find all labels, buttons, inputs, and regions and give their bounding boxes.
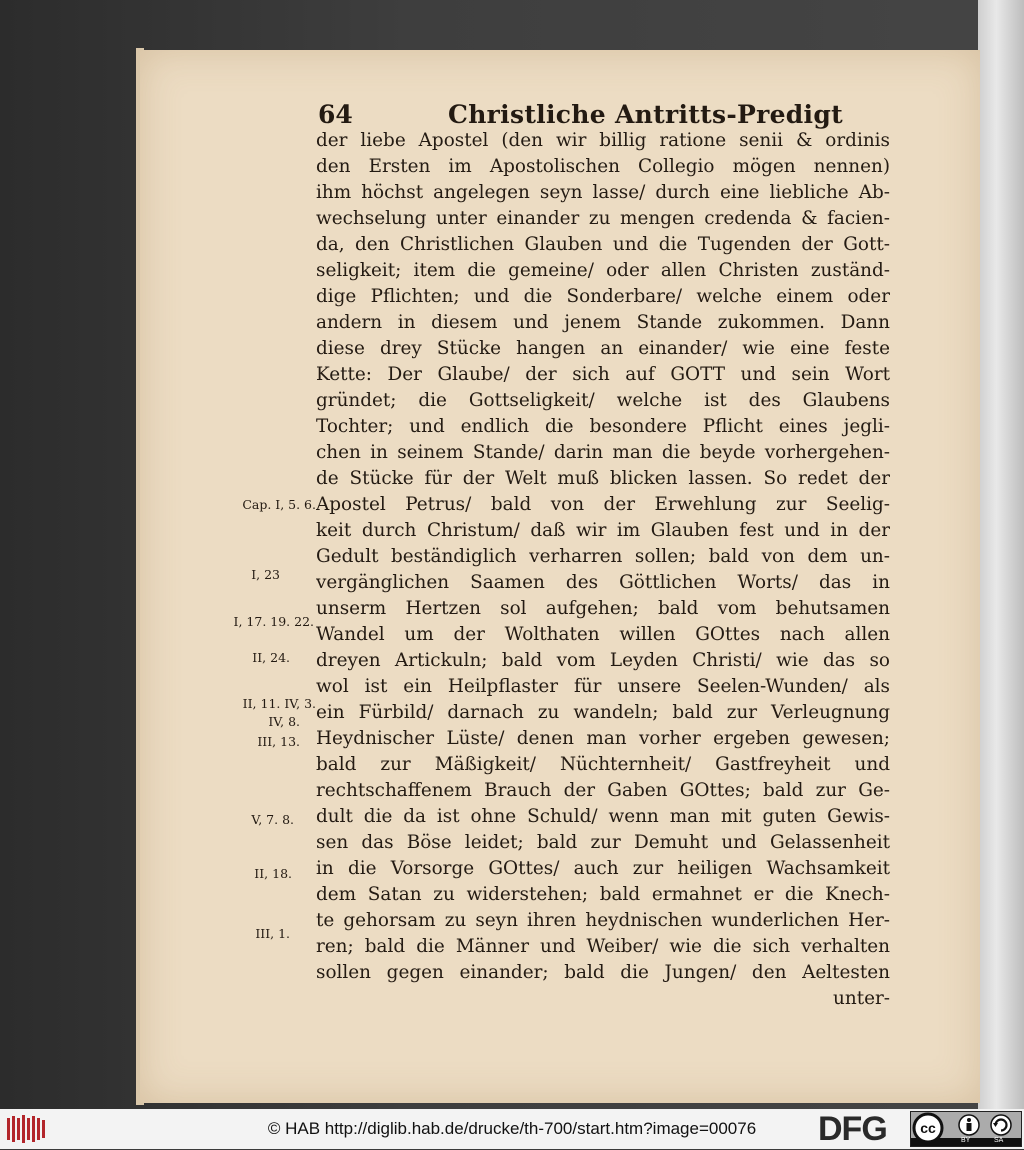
cc-license-badge[interactable] xyxy=(910,1111,1022,1147)
text-line: sen das Böse leidet; bald zur Demuht und Gelassenheit xyxy=(316,832,890,853)
text-line: keit durch Christum/ daß wir im Glauben fest und in der xyxy=(316,520,890,541)
text-line: vergänglichen Saamen des Göttlichen Worts/ das in xyxy=(316,572,890,593)
catchword: unter- xyxy=(833,988,890,1009)
text-line: Tochter; und endlich die besondere Pflicht eines jegli- xyxy=(316,416,890,437)
license-by-label: BY xyxy=(961,1137,971,1144)
text-line: ein Fürbild/ darnach zu wandeln; bald zur Verleugnung xyxy=(316,702,890,723)
text-line: wechselung unter einander zu mengen credenda & facien- xyxy=(316,208,890,229)
footer-permalink[interactable]: © HAB http://diglib.hab.de/drucke/th-700/start.htm?image=00076 xyxy=(267,1119,757,1138)
text-line: Heydnischer Lüste/ denen man vorher ergeben gewesen; xyxy=(316,728,890,749)
text-line: te gehorsam zu seyn ihren heydnischen wunderlichen Her- xyxy=(316,910,890,931)
text-line: dreyen Artickuln; bald vom Leyden Christi/ wie das so xyxy=(316,650,890,671)
text-line: andern in diesem und jenem Stande zukommen. Dann xyxy=(316,312,890,333)
text-line: Apostel Petrus/ bald von der Erwehlung zur Seelig- xyxy=(316,494,890,515)
margin-note: II, 11. IV, 3. xyxy=(242,696,316,711)
text-line: diese drey Stücke hangen an einander/ wie eine feste xyxy=(316,338,890,359)
text-line: gründet; die Gottseligkeit/ welche ist des Glaubens xyxy=(316,390,890,411)
text-line: chen in seinem Stande/ darin man die beyde vorhergehen- xyxy=(316,442,890,463)
next-page-edge xyxy=(978,0,1024,1109)
margin-note: III, 13. xyxy=(257,734,300,749)
margin-note: Cap. I, 5. 6. xyxy=(242,497,316,512)
text-line: Gedult beständiglich verharren sollen; bald von dem un- xyxy=(316,546,890,567)
margin-note: II, 18. xyxy=(254,866,292,881)
margin-note: II, 24. xyxy=(252,650,290,665)
text-line: da, den Christlichen Glauben und die Tugenden der Gott- xyxy=(316,234,890,255)
text-line: ihm höchst angelegen seyn lasse/ durch eine liebliche Ab- xyxy=(316,182,890,203)
text-line: den Ersten im Apostolischen Collegio mögen nennen) xyxy=(316,156,890,177)
text-line: dige Pflichten; und die Sonderbare/ welche einem oder xyxy=(316,286,890,307)
running-head: Christliche Antritts-Predigt xyxy=(448,100,843,129)
page-number: 64 xyxy=(318,100,353,129)
text-line: der liebe Apostel (den wir billig ratione senii & ordinis xyxy=(316,130,890,151)
text-line: ren; bald die Männer und Weiber/ wie die sich verhalten xyxy=(316,936,890,957)
margin-note: III, 1. xyxy=(255,926,290,941)
text-line: bald zur Mäßigkeit/ Nüchternheit/ Gastfreyheit und xyxy=(316,754,890,775)
svg-text:cc: cc xyxy=(920,1120,936,1136)
text-line: wol ist ein Heilpflaster für unsere Seelen-Wunden/ als xyxy=(316,676,890,697)
margin-note: V, 7. 8. xyxy=(251,812,294,827)
text-line: seligkeit; item die gemeine/ oder allen Christen zuständ- xyxy=(316,260,890,281)
text-line: dem Satan zu widerstehen; bald ermahnet er die Knech- xyxy=(316,884,890,905)
text-line: de Stücke für der Welt muß blicken lassen. So redet der xyxy=(316,468,890,489)
text-line: in die Vorsorge GOttes/ auch zur heiligen Wachsamkeit xyxy=(316,858,890,879)
text-line: Kette: Der Glaube/ der sich auf GOTT und sein Wort xyxy=(316,364,890,385)
text-line: rechtschaffenem Brauch der Gaben GOttes; bald zur Ge- xyxy=(316,780,890,801)
text-line: unserm Hertzen sol aufgehen; bald vom behutsamen xyxy=(316,598,890,619)
license-sa-label: SA xyxy=(994,1137,1004,1144)
text-line: sollen gegen einander; bald die Jungen/ den Aeltesten xyxy=(316,962,890,983)
text-line: dult die da ist ohne Schuld/ wenn man mit guten Gewis- xyxy=(316,806,890,827)
dfg-logo: DFG xyxy=(818,1110,887,1148)
margin-note: IV, 8. xyxy=(268,714,300,729)
text-line: Wandel um der Wolthaten willen GOttes nach allen xyxy=(316,624,890,645)
margin-note: I, 17. 19. 22. xyxy=(233,614,314,629)
margin-note: I, 23 xyxy=(251,567,280,582)
